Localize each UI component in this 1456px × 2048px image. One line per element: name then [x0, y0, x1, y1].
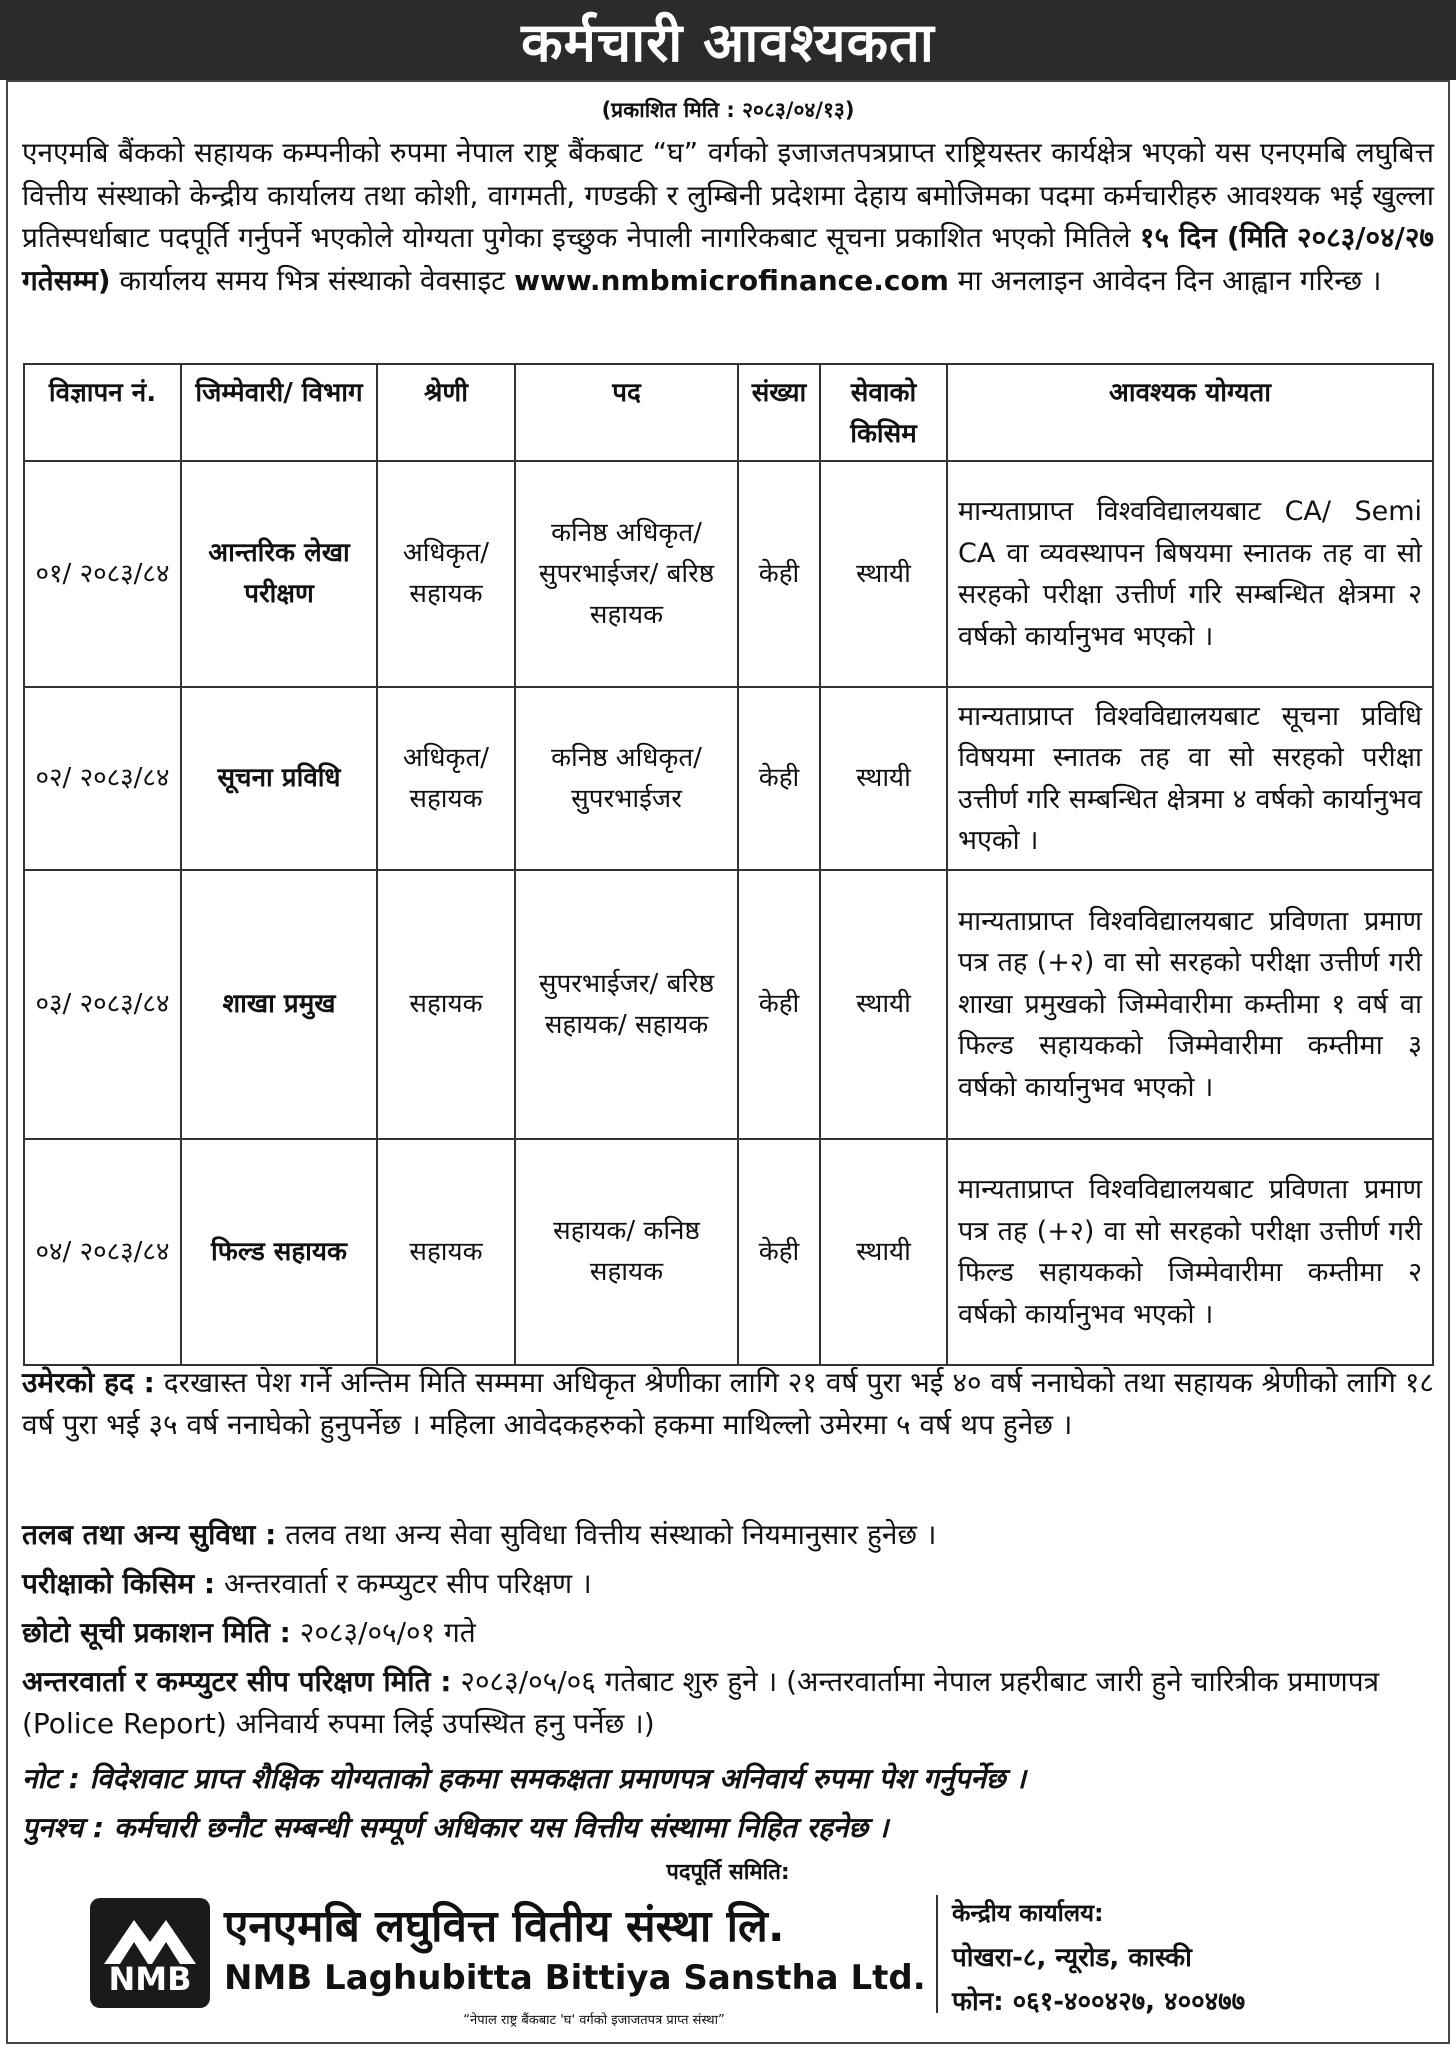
intro-paragraph: [22, 132, 1434, 302]
age-label: उमेरको हद :: [22, 1366, 155, 1399]
table-header-row: [24, 364, 1433, 461]
company-tagline: “नेपाल राष्ट्र बैंकबाट 'घ' वर्गको इजाजतपत्र प्राप्त संस्था”: [463, 2013, 725, 2028]
logo-text: NMB: [108, 1960, 192, 1998]
cell-post: कनिष्ठ अधिकृत/ सुपरभाईजर/ बरिष्ठ सहायक: [515, 461, 738, 687]
cell-category: अधिकृत/ सहायक: [377, 687, 515, 870]
nmb-logo: [90, 1898, 210, 2008]
table-row: [24, 870, 1433, 1139]
cell-service-type: स्थायी: [820, 1139, 947, 1365]
table-row: [24, 461, 1433, 687]
age-text: दरखास्त पेश गर्ने अन्तिम मिति सम्ममा अधिकृत श्रेणीका लागि २१ वर्ष पुरा भई ४० वर्ष ननाघेको तथा सहायक श्रेणीको लागि १८ वर्ष पुरा भई ३५ वर्ष ननाघेको हुनुपर्नेछ । महिला आवेदकहरुको हकमा माथिल्लो उमेरमा ५ वर्ष थप हुनेछ ।: [22, 1366, 1434, 1441]
cell-count: केही: [738, 687, 820, 870]
office-address: पोखरा-८, न्यूरोड, कास्की: [952, 1943, 1192, 1973]
cell-qualification: मान्यताप्राप्त विश्वविद्यालयबाट प्रविणता प्रमाण पत्र तह (+२) वा सो सरहको परीक्षा उत्तीर्ण गरी फिल्ड सहायकको जिम्मेवारीमा कम्तीमा २ वर्षको कार्यानुभव भएको ।: [947, 1139, 1433, 1365]
shortlist-text: २०८३/०५/०१ गते: [299, 1616, 476, 1649]
office-label: केन्द्रीय कार्यालय:: [952, 1899, 1104, 1927]
cell-department: फिल्ड सहायक: [181, 1139, 377, 1365]
cell-qualification: मान्यताप्राप्त विश्वविद्यालयबाट CA/ Semi CA वा व्यवस्थापन बिषयमा स्नातक तह वा सो सरहको परीक्षा उत्तीर्ण गरि सम्बन्धित क्षेत्रमा २ वर्षको कार्यानुभव भएको ।: [947, 461, 1433, 687]
header-post: पद: [515, 364, 738, 461]
age-limit: [22, 1362, 1434, 1446]
interview-note: [22, 1661, 1434, 1745]
committee-label: पदपूर्ति समिति:: [666, 1860, 790, 1885]
intro-text-1: एनएमबि बैंकको सहायक कम्पनीको रुपमा नेपाल राष्ट्र बैंकबाट “घ” वर्गको इजाजतपत्रप्राप्त राष्ट्रियस्तर कार्यक्षेत्र भएको यस एनएमबि लघुबित्त वित्तीय संस्थाको केन्द्रीय कार्यालय तथा कोशी, वागमती, गण्डकी र लुम्बिनी प्रदेशमा देहाय बमोजिमका पदमा कर्मचारीहरु आवश्यक भई खुल्ला प्रतिस्पर्धाबाट पदपूर्ति गर्नुपर्ने भएकोले योग्यता पुगेका इच्छुक नेपाली नागरिकबाट सूचना प्रकाशित भएको मितिले: [22, 136, 1434, 254]
intro-text-2: कार्यालय समय भित्र संस्थाको वेवसाइट: [119, 263, 506, 297]
salary-label: तलब तथा अन्य सुविधा :: [22, 1518, 277, 1551]
cell-service-type: स्थायी: [820, 870, 947, 1139]
cell-service-type: स्थायी: [820, 687, 947, 870]
header-ad-no: विज्ञापन नं.: [24, 364, 181, 461]
cell-category: अधिकृत/ सहायक: [377, 461, 515, 687]
cell-category: सहायक: [377, 870, 515, 1139]
cell-ad-no: ०४/ २०८३/८४: [24, 1139, 181, 1365]
website-link[interactable]: www.nmbmicrofinance.com: [514, 263, 949, 297]
exam-text: अन्तरवार्ता र कम्प्युटर सीप परिक्षण ।: [223, 1567, 592, 1600]
shortlist-note: [22, 1612, 1434, 1654]
table-row: [24, 1139, 1433, 1365]
cell-qualification: मान्यताप्राप्त विश्वविद्यालयबाट सूचना प्रविधि विषयमा स्नातक तह वा सो सरहको परीक्षा उत्तीर्ण गरि सम्बन्धित क्षेत्रमा ४ वर्षको कार्यानुभव भएको ।: [947, 687, 1433, 870]
cell-ad-no: ०२/ २०८३/८४: [24, 687, 181, 870]
shortlist-label: छोटो सूची प्रकाशन मिति :: [22, 1616, 291, 1649]
cell-department: शाखा प्रमुख: [181, 870, 377, 1139]
note-postscript: पुनश्च : कर्मचारी छनौट सम्बन्धी सम्पूर्ण अधिकार यस वित्तीय संस्थामा निहित रहनेछ ।: [22, 1811, 889, 1844]
cell-count: केही: [738, 461, 820, 687]
header-qualification: आवश्यक योग्यता: [947, 364, 1433, 461]
cell-qualification: मान्यताप्राप्त विश्वविद्यालयबाट प्रविणता प्रमाण पत्र तह (+२) वा सो सरहको परीक्षा उत्तीर्ण गरी शाखा प्रमुखको जिम्मेवारीमा कम्तीमा १ वर्ष वा फिल्ड सहायकको जिम्मेवारीमा कम्तीमा ३ वर्षको कार्यानुभव भएको ।: [947, 870, 1433, 1139]
exam-type-note: [22, 1563, 1434, 1605]
vacancy-table: [23, 363, 1434, 1366]
intro-deadline: १५ दिन (मिति २०८३/०४/२७ गतेसम्म): [22, 221, 1434, 297]
cell-service-type: स्थायी: [820, 461, 947, 687]
cell-department: सूचना प्रविधि: [181, 687, 377, 870]
header-count: संख्या: [738, 364, 820, 461]
note-equivalency: नोट : विदेशवाट प्राप्त शैक्षिक योग्यताको हकमा समकक्षता प्रमाणपत्र अनिवार्य रुपमा पेश गर्नुपर्नेछ ।: [22, 1762, 1026, 1795]
cell-count: केही: [738, 870, 820, 1139]
cell-department: आन्तरिक लेखा परीक्षण: [181, 461, 377, 687]
interview-label: अन्तरवार्ता र कम्प्युटर सीप परिक्षण मिति :: [22, 1665, 452, 1698]
company-name-english: NMB Laghubitta Bittiya Sanstha Ltd.: [224, 1958, 926, 1998]
cell-ad-no: ०३/ २०८३/८४: [24, 870, 181, 1139]
header-category: श्रेणी: [377, 364, 515, 461]
interview-text: २०८३/०५/०६ गतेबाट शुरु हुने । (अन्तरवार्तामा नेपाल प्रहरीबाट जारी हुने चारित्रीक प्रमाणपत्र (Police Report) अनिवार्य रुपमा लिई उपस्थित हनु पर्नेछ ।): [22, 1665, 1380, 1740]
page-title: कर्मचारी आवश्यकता: [0, 0, 1456, 80]
cell-ad-no: ०१/ २०८३/८४: [24, 461, 181, 687]
exam-label: परीक्षाको किसिम :: [22, 1567, 216, 1600]
header-department: जिम्मेवारी/ विभाग: [181, 364, 377, 461]
cell-post: कनिष्ठ अधिकृत/ सुपरभाईजर: [515, 687, 738, 870]
company-name-nepali: एनएमबि लघुवित्त वितीय संस्था लि.: [224, 1901, 785, 1952]
intro-text-3: मा अनलाइन आवेदन दिन आह्वान गरिन्छ ।: [957, 263, 1382, 297]
salary-text: तलव तथा अन्य सेवा सुविधा वित्तीय संस्थाको नियमानुसार हुनेछ ।: [285, 1518, 937, 1551]
header-service-type: सेवाको किसिम: [820, 364, 947, 461]
publication-date: (प्रकाशित मिति : २०८३/०४/१३): [601, 98, 855, 122]
table-row: [24, 687, 1433, 870]
cell-category: सहायक: [377, 1139, 515, 1365]
salary-note: [22, 1514, 1434, 1556]
cell-count: केही: [738, 1139, 820, 1365]
cell-post: सहायक/ कनिष्ठ सहायक: [515, 1139, 738, 1365]
cell-post: सुपरभाईजर/ बरिष्ठ सहायक/ सहायक: [515, 870, 738, 1139]
office-phone: फोन: ०६१-४००४२७, ४००४७७: [952, 1987, 1246, 2017]
footer-divider: [936, 1895, 938, 2013]
